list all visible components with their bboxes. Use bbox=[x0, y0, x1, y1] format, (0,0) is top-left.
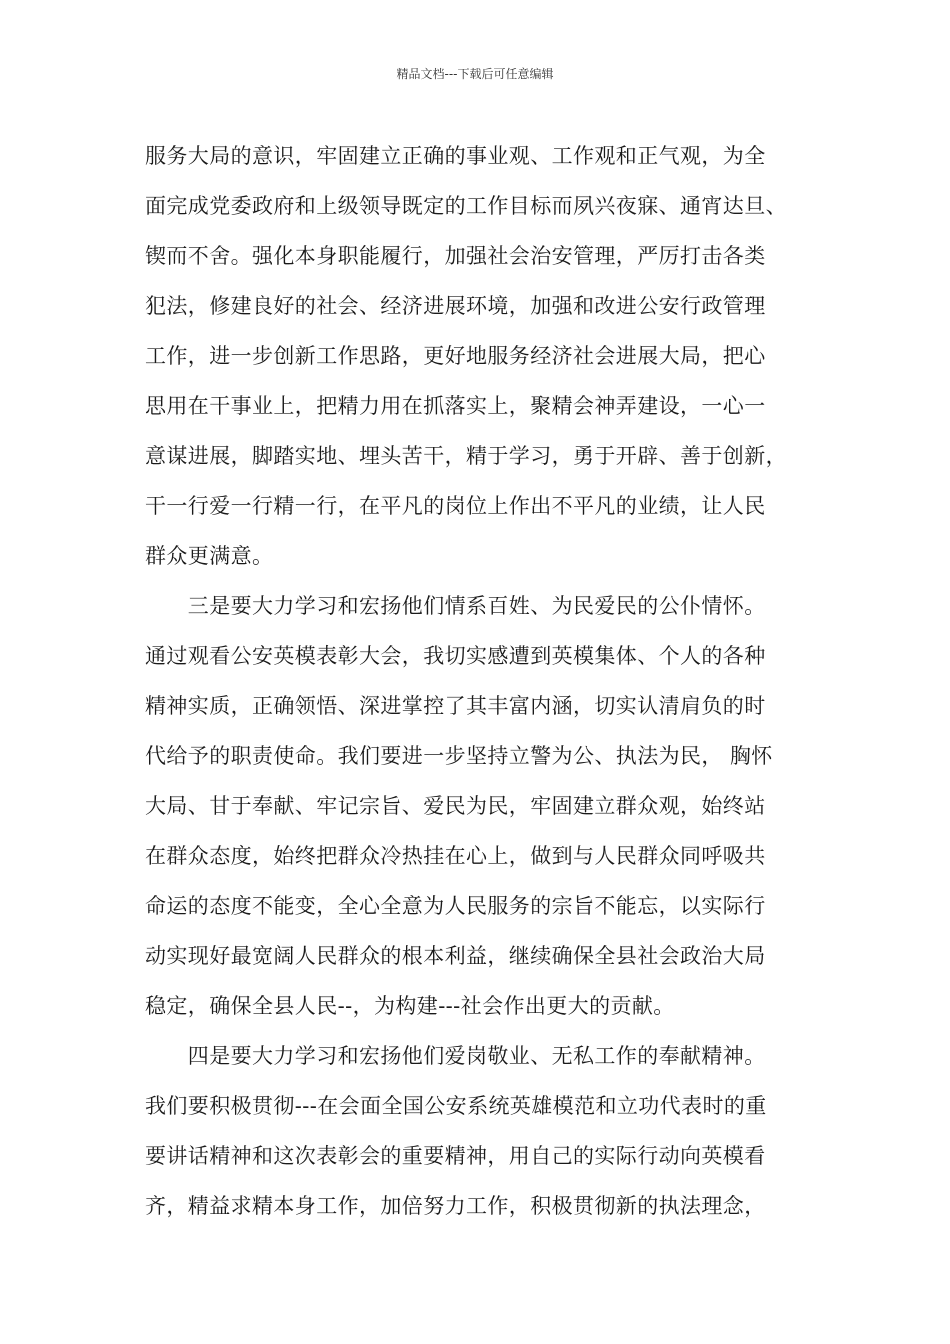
text-line: 犯法，修建良好的社会、经济进展环境，加强和改进公安行政管理 bbox=[145, 294, 766, 318]
text-line: 锲而不舍。强化本身职能履行，加强社会治安管理，严厉打击各类 bbox=[145, 244, 766, 268]
text-line: 要讲话精神和这次表彰会的重要精神，用自己的实际行动向英模看 bbox=[145, 1144, 766, 1168]
text-line: 群众更满意。 bbox=[145, 544, 274, 568]
paragraph-start-line: 三是要大力学习和宏扬他们情系百姓、为民爱民的公仆情怀。 bbox=[145, 594, 766, 618]
page-header: 精品文档---下载后可任意编辑 bbox=[396, 67, 554, 81]
text-line: 代给予的职责使命。我们要进一步坚持立警为公、执法为民， 胸怀 bbox=[145, 744, 773, 768]
text-line: 通过观看公安英模表彰大会，我切实感遭到英模集体、个人的各种 bbox=[145, 644, 766, 668]
body-text bbox=[145, 131, 810, 1231]
text-line: 齐，精益求精本身工作，加倍努力工作，积极贯彻新的执法理念， bbox=[145, 1194, 766, 1218]
text-line: 干一行爱一行精一行，在平凡的岗位上作出不平凡的业绩，让人民 bbox=[145, 494, 766, 518]
text-line: 在群众态度，始终把群众冷热挂在心上，做到与人民群众同呼吸共 bbox=[145, 844, 766, 868]
text-line: 我们要积极贯彻---在会面全国公安系统英雄模范和立功代表时的重 bbox=[145, 1094, 767, 1118]
text-line: 大局、甘于奉献、牢记宗旨、爱民为民，牢固建立群众观，始终站 bbox=[145, 794, 766, 818]
paragraph-start-line: 四是要大力学习和宏扬他们爱岗敬业、无私工作的奉献精神。 bbox=[145, 1044, 766, 1068]
text-line: 面完成党委政府和上级领导既定的工作目标而夙兴夜寐、通宵达旦、 bbox=[145, 194, 787, 218]
text-line: 思用在干事业上，把精力用在抓落实上，聚精会神弄建设，一心一 bbox=[145, 394, 766, 418]
text-line: 动实现好最宽阔人民群众的根本利益，继续确保全县社会政治大局 bbox=[145, 944, 766, 968]
text-line: 命运的态度不能变，全心全意为人民服务的宗旨不能忘，以实际行 bbox=[145, 894, 766, 918]
text-line: 精神实质，正确领悟、深进掌控了其丰富内涵，切实认清肩负的时 bbox=[145, 694, 766, 718]
text-line: 稳定，确保全县人民--，为构建---社会作出更大的贡献。 bbox=[145, 994, 675, 1018]
text-line: 工作，进一步创新工作思路，更好地服务经济社会进展大局，把心 bbox=[145, 344, 766, 368]
text-line: 服务大局的意识，牢固建立正确的事业观、工作观和正气观，为全 bbox=[145, 144, 766, 168]
text-line: 意谋进展，脚踏实地、埋头苦干，精于学习，勇于开辟、善于创新， bbox=[145, 444, 787, 468]
